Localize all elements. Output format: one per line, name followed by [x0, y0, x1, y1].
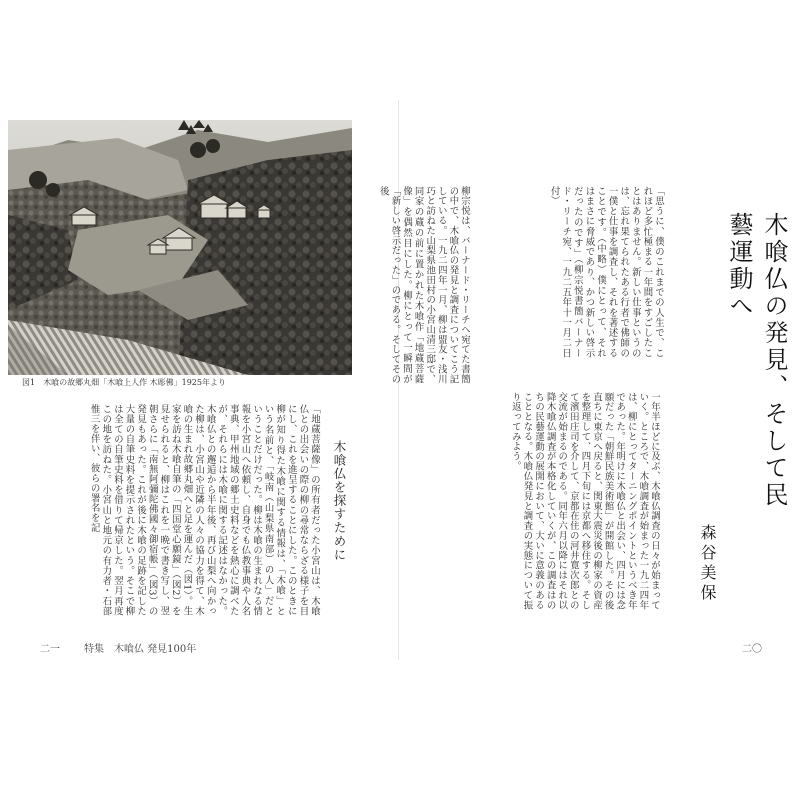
- figure-caption: 図1 木喰の故郷丸畑「木喰上人作 木彫佛」1925年より: [22, 378, 226, 387]
- right-top-text: 「思うに、僕のこれまでの人生で、これほど多忙極まる一年間をすごしたことはありません。新しい仕事というのは、忘れ果てられたある行者で佛師の一僕と仕事を調査し、それを著述することです。（中略）僕にとって、それはまさに脅威であり、かつ新しい啓示だったのです」（柳宗悦書簡バーナード・リーチ宛、一九二五年十一月二日付）: [548, 186, 664, 358]
- right-bottom-text: 一年半ほどに及ぶ、木喰仏調査の日々が始まっていく。ところで、木喰調査が始まった一九二四年は、柳にとってターニングポイントというべき年であった。年明けに木喰仏と出会い、四月には念願だった「朝鮮民族美術館」が開館した。その後直ちに東京へ戻ると、関東大震災後の柳家の資産を整理して、四月下旬には京都へ移住する。そして濱田庄司を介して、京都在住の河井寛次郎との交流が始まるのである。同年六月以降にはそれ以降木喰仏調査が本格化していくが、この調査はのちの民藝運動の展開において、大いに意義のあることとなる。木喰仏発見と調査の実態について振り返ってみよう。: [509, 392, 660, 610]
- section-heading: 木喰仏を探すために: [332, 440, 347, 562]
- article-title: 木喰仏の発見、そして民藝運動へ: [725, 212, 788, 509]
- left-bottom-text: 「地蔵菩薩像」の所有者だった小宮山は、木喰仏との出会いの際の柳の尋常ならざる様子を目にし、これを進呈することにした。このときに柳が知り得た木喰に関する情報は、「木喰」という名前と、「岐南（山梨県南部）の人」だということだけだった。柳は木喰の生まれなる情報を小宮山へ依頼し、自身でも仏教事典や人名事典、甲州地域の郷土史料などを熱心に調べたが、それらには木喰に関する記述はなかった。木喰仏との邂逅から半年後、再び山梨へ向かった柳は、小宮山や近隣の人々の協力を得て、木喰の生まれ故郷丸畑へと足を運んだ（図1）。生家を訪ね木喰自筆の「四国堂心願鏡」（図2）を見せられると、柳はこれを一晩で書き写し、翌朝さらに「南無阿彌陀佛國々御宿帳」（図3）の発見もあった。これが後に木喰の足跡を記した大量の自筆史料を提示されたという。そこで柳は全ての自筆史料を借りて帰京した。翌月再度この地を訪ねた。小宮山と地元の有力者・石部惟三を伴い、彼らの署名を記: [88, 404, 320, 616]
- photo-graphic: [8, 120, 352, 375]
- running-title: 特集 木喰仏 発見100年: [84, 644, 197, 655]
- left-page-number: 二一: [40, 644, 60, 655]
- right-page-number: 二〇: [742, 644, 762, 655]
- author-name: 森谷美保: [698, 524, 717, 604]
- left-top-text: 柳宗悦は、バーナード・リーチへ宛てた書簡の中で、木喰仏の発見と調査についてこう記している。一九二四年一月、柳は盟友・浅川巧と訪ねた山梨県池田村の小宮山清三邸で、同家の蔵の前に置かれた木喰作「地蔵菩薩像」を偶然目にした。柳にとって一瞬間が「新しい啓示だった」のである。そしてその後: [377, 186, 470, 384]
- village-hillside-photo: [8, 120, 352, 375]
